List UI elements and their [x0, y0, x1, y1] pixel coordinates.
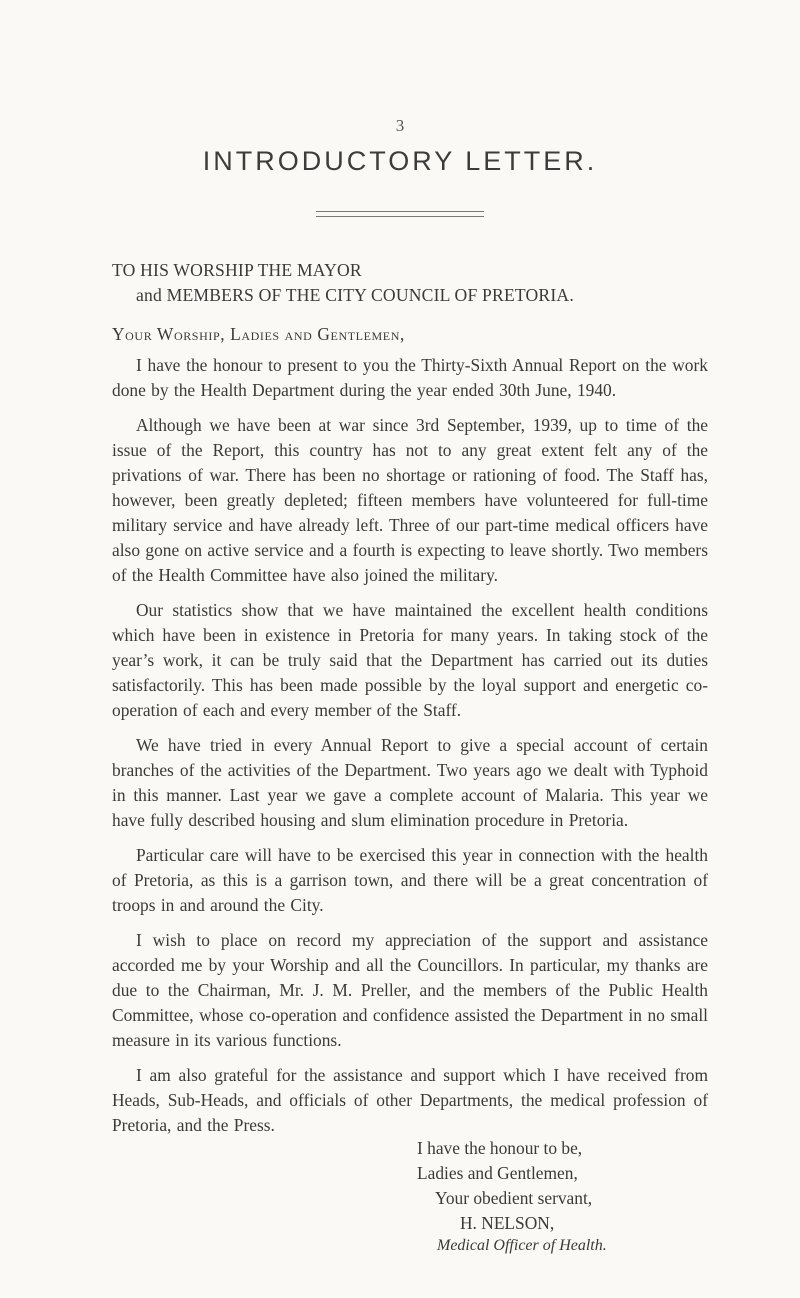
address-line-1: TO HIS WORSHIP THE MAYOR	[112, 260, 362, 280]
paragraph-3: Our statistics show that we have maintained the excellent health conditions which have been in existence in Pretoria for many years. In taking stock of the year’s work, it can be truly said that the Department has carried out its duties satisfactorily. This has been made possible by the loyal support and energetic co-operation of each and every member of the Staff.	[112, 600, 708, 720]
page-title: INTRODUCTORY LETTER.	[202, 146, 598, 176]
paragraph-6: I wish to place on record my appreciation of the support and assistance accorded me by your Worship and all the Councillors. In particular, my thanks are due to the Chairman, Mr. J. M. Preller, and the members of the Public Health Committee, whose co-operation and confidence assisted the Department in no small measure in its various functions.	[112, 930, 708, 1050]
paragraph-7: I am also grateful for the assistance and support which I have received from Heads, Sub-Heads, and officials of other Departments, the medical profession of Pretoria, and the Press.	[112, 1065, 708, 1135]
closing-line-1: I have the honour to be,	[417, 1138, 583, 1158]
paragraph-1: I have the honour to present to you the Thirty-Sixth Annual Report on the work done by the Health Department during the year ended 30th June, 1940.	[112, 355, 708, 400]
title-divider	[316, 211, 484, 217]
signatory-title: Medical Officer of Health.	[437, 1237, 607, 1254]
page-number: 3	[395, 116, 405, 135]
closing-line-3: Your obedient servant,	[435, 1188, 593, 1208]
address-line-2: and MEMBERS OF THE CITY COUNCIL OF PRETORIA.	[136, 285, 574, 305]
signatory-name: H. NELSON,	[460, 1213, 555, 1233]
letter-body	[112, 258, 708, 1256]
closing-line-2: Ladies and Gentlemen,	[417, 1163, 578, 1183]
paragraph-2: Although we have been at war since 3rd September, 1939, up to time of the issue of the Report, this country has not to any great extent felt any of the privations of war. There has been no shortage or rationing of food. The Staff has, however, been greatly depleted; fifteen members have volunteered for full-time military service and have already left. Three of our part-time medical officers have also gone on active service and a fourth is expecting to leave shortly. Two members of the Health Committee have also joined the military.	[112, 415, 708, 585]
paragraph-4: We have tried in every Annual Report to give a special account of certain branches of the activities of the Department. Two years ago we dealt with Typhoid in this manner. Last year we gave a complete account of Malaria. This year we have fully described housing and slum elimination procedure in Pretoria.	[112, 735, 708, 830]
salutation: Your Worship, Ladies and Gentlemen,	[112, 324, 405, 344]
paragraph-5: Particular care will have to be exercised this year in connection with the health of Pretoria, as this is a garrison town, and there will be a great concentration of troops in and around the City.	[112, 845, 708, 915]
